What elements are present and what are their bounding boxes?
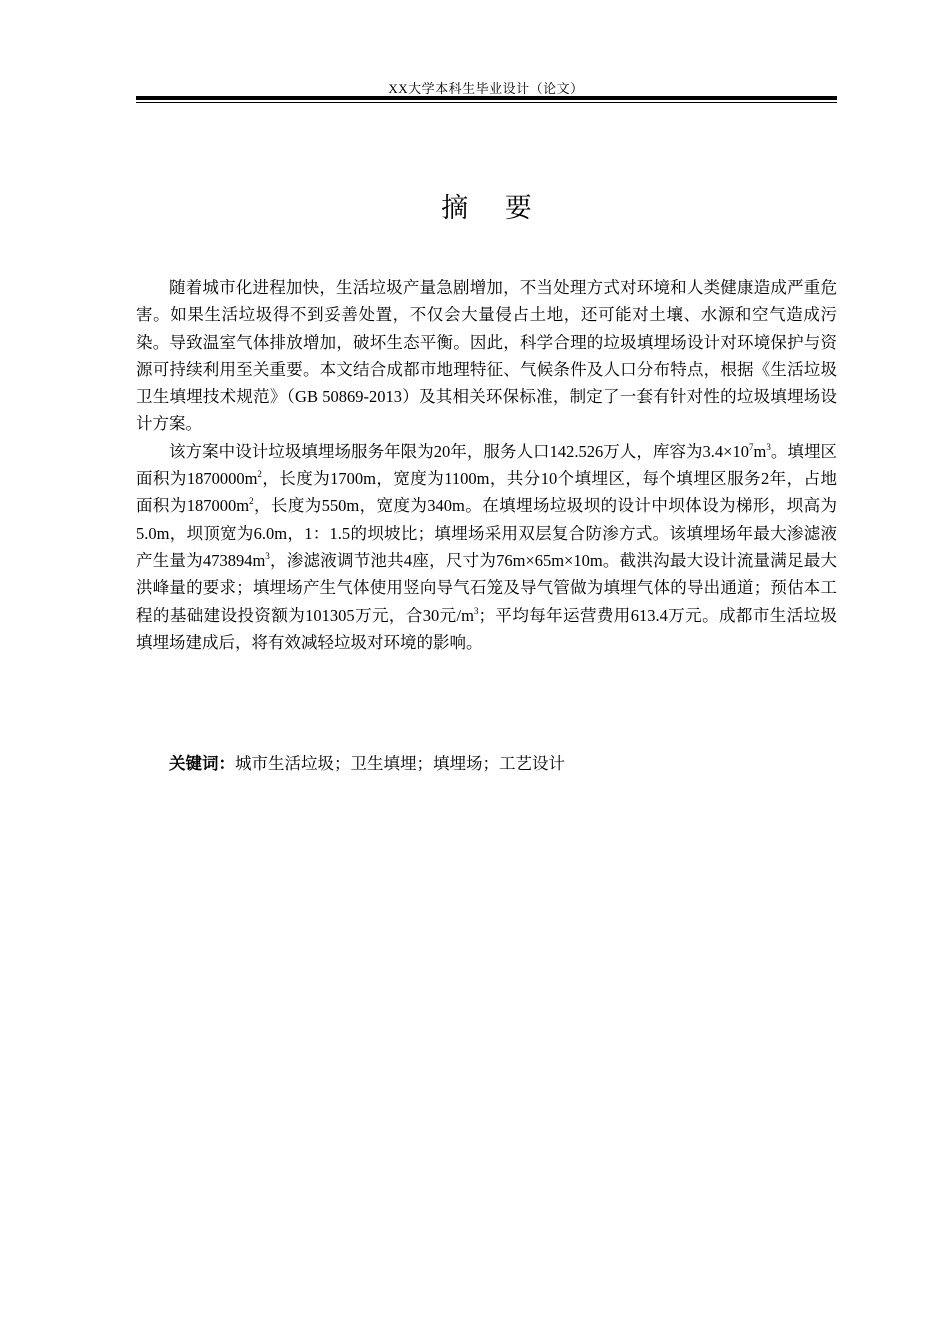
- abstract-paragraph-1: 随着城市化进程加快，生活垃圾产量急剧增加，不当处理方式对环境和人类健康造成严重危害。如果生活垃圾得不到妥善处置，不仅会大量侵占土地，还可能对土壤、水源和空气造成污染。导致温室气体排放增加，破坏生态平衡。因此，科学合理的垃圾填埋场设计对环境保护与资源可持续利用至关重要。本文结合成都市地理特征、气候条件及人口分布特点，根据《生活垃圾卫生填埋技术规范》（GB 50869-2013）及其相关环保标准，制定了一套有针对性的垃圾填埋场设计方案。: [136, 278, 837, 434]
- keywords-label: 关键词：: [169, 754, 235, 773]
- p2-text-5: ，长度为550m，宽度为340m。在填埋场垃圾坝的设计中坝体设为梯形，坝高为5.0m，坝顶宽为6.0m，1：1.5的坝坡比；填埋场采用双层复合防渗方式。该填埋场年最大渗滤液产生量为473894m: [136, 496, 837, 570]
- superscript-square: 2: [257, 469, 262, 480]
- p2-text-3: 。填埋区面积为1870000m: [136, 441, 837, 489]
- p2-text-6: ，渗滤液调节池共4座，尺寸为76m×65m×10m。截洪沟最大设计流量满足最大洪峰量的要求；填埋场产生气体使用竖向导气石笼及导气管做为填埋气体的导出通道；预估本工程的基础建设投资额为101305万元，合30元/m: [136, 550, 837, 625]
- keywords-line: [136, 750, 837, 777]
- abstract-title: 摘 要: [441, 193, 546, 224]
- superscript-square: 2: [249, 496, 254, 507]
- header-rule-thick: [136, 96, 837, 100]
- keywords-list: 城市生活垃圾；卫生填埋；填埋场；工艺设计: [235, 754, 565, 773]
- superscript-cubic: 3: [766, 441, 771, 452]
- superscript-cubic: 3: [265, 550, 270, 561]
- p2-text-1: 该方案中设计垃圾填埋场服务年限为20年，服务人口142.526万人，库容为3.4×10: [169, 441, 749, 461]
- p2-text-7: ；平均每年运营费用613.4万元。成都市生活垃圾填埋场建成后，将有效减轻垃圾对环境的影响。: [136, 605, 838, 652]
- abstract-paragraph-2: [136, 438, 837, 656]
- p2-text-2: m: [753, 441, 767, 461]
- superscript-cubic: 3: [473, 605, 479, 616]
- abstract-body: [136, 274, 837, 656]
- superscript-exponent: 7: [748, 441, 754, 452]
- header-rule-thin: [136, 102, 837, 103]
- running-header: XX大学本科生毕业设计（论文）: [388, 81, 584, 96]
- p2-text-4: ，长度为1700m，宽度为1100m，共分10个填埋区，每个填埋区服务2年，占地面积为187000m: [136, 469, 837, 516]
